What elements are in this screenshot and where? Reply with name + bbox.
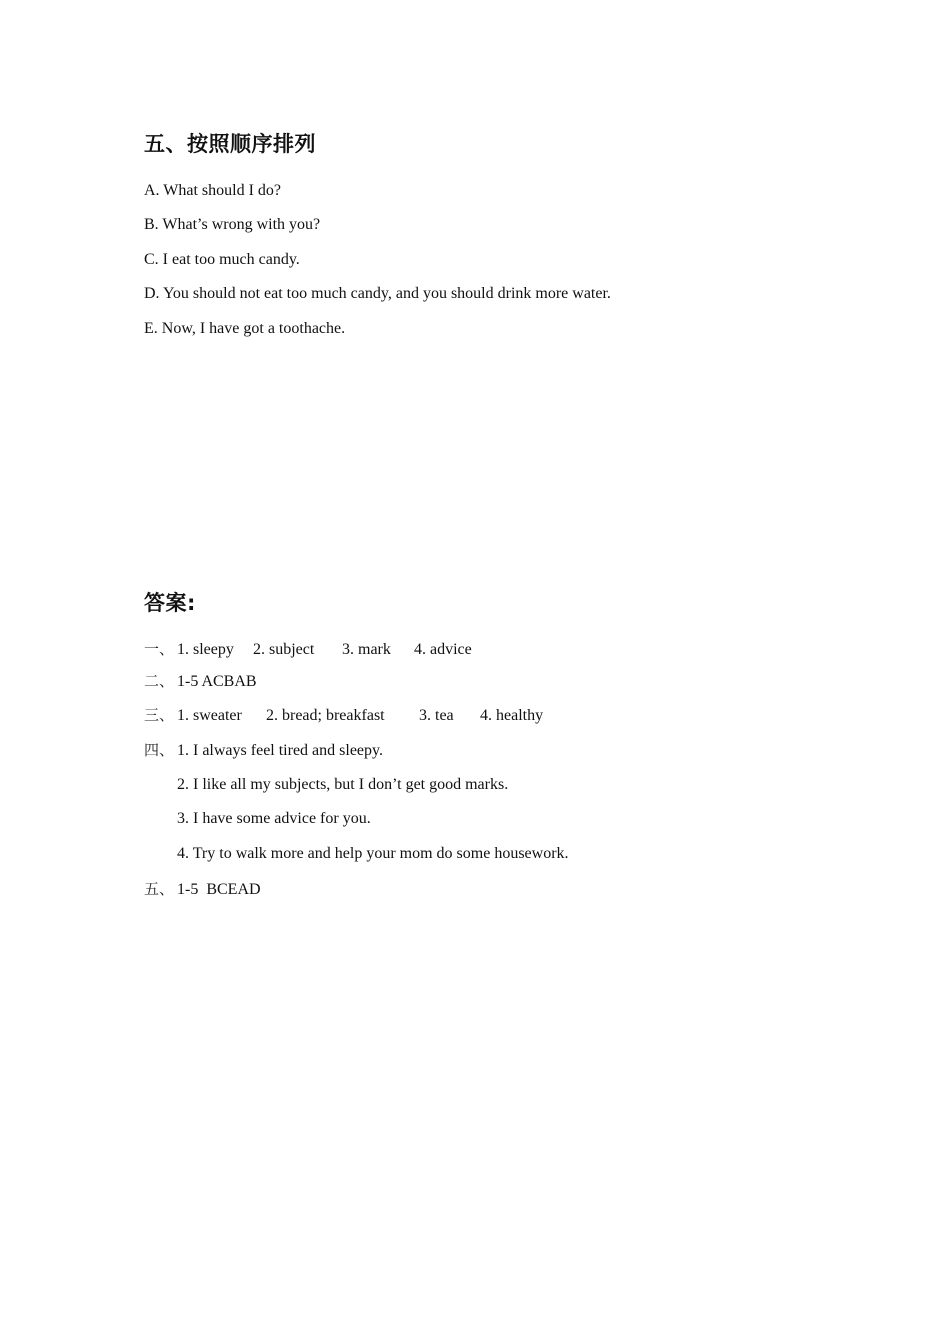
answer-1-item: 1. sleepy: [177, 641, 234, 658]
answer-2-row: [144, 671, 257, 692]
answer-2-prefix: 二、: [144, 672, 175, 690]
answer-4-row: [144, 740, 383, 761]
answer-3-item: 3. tea: [419, 707, 454, 724]
answer-1-row: [144, 639, 472, 660]
answer-5-prefix: 五、: [144, 880, 175, 898]
option-a: A. What should I do?: [144, 182, 282, 199]
answer-4-item: 4. Try to walk more and help your mom do some housework.: [177, 845, 569, 862]
answer-3-item: 4. healthy: [480, 707, 544, 724]
answer-1-item: 3. mark: [342, 641, 391, 658]
answer-3-item: 1. sweater: [177, 707, 242, 724]
answer-4-item: 1. I always feel tired and sleepy.: [177, 742, 383, 759]
option-c: C. I eat too much candy.: [144, 251, 300, 268]
answer-4-item: 3. I have some advice for you.: [177, 810, 371, 827]
answer-5-text: 1-5 BCEAD: [177, 881, 261, 898]
answer-5-row: [144, 879, 261, 900]
answers-title: 答案:: [144, 591, 196, 615]
option-b: B. What’s wrong with you?: [144, 216, 321, 233]
answer-1-item: 2. subject: [253, 641, 315, 658]
answer-4-item: 2. I like all my subjects, but I don’t get good marks.: [177, 776, 509, 793]
answer-3-row: [144, 705, 543, 726]
answer-3-prefix: 三、: [144, 706, 175, 724]
answer-2-text: 1-5 ACBAB: [177, 673, 257, 690]
answer-4-prefix: 四、: [144, 741, 175, 759]
answer-1-item: 4. advice: [414, 641, 472, 658]
option-e: E. Now, I have got a toothache.: [144, 320, 346, 337]
answer-3-item: 2. bread; breakfast: [266, 707, 385, 724]
option-d: D. You should not eat too much candy, and you should drink more water.: [144, 285, 611, 302]
answer-1-prefix: 一、: [144, 640, 175, 658]
section-5-title: 五、按照顺序排列: [144, 132, 316, 156]
